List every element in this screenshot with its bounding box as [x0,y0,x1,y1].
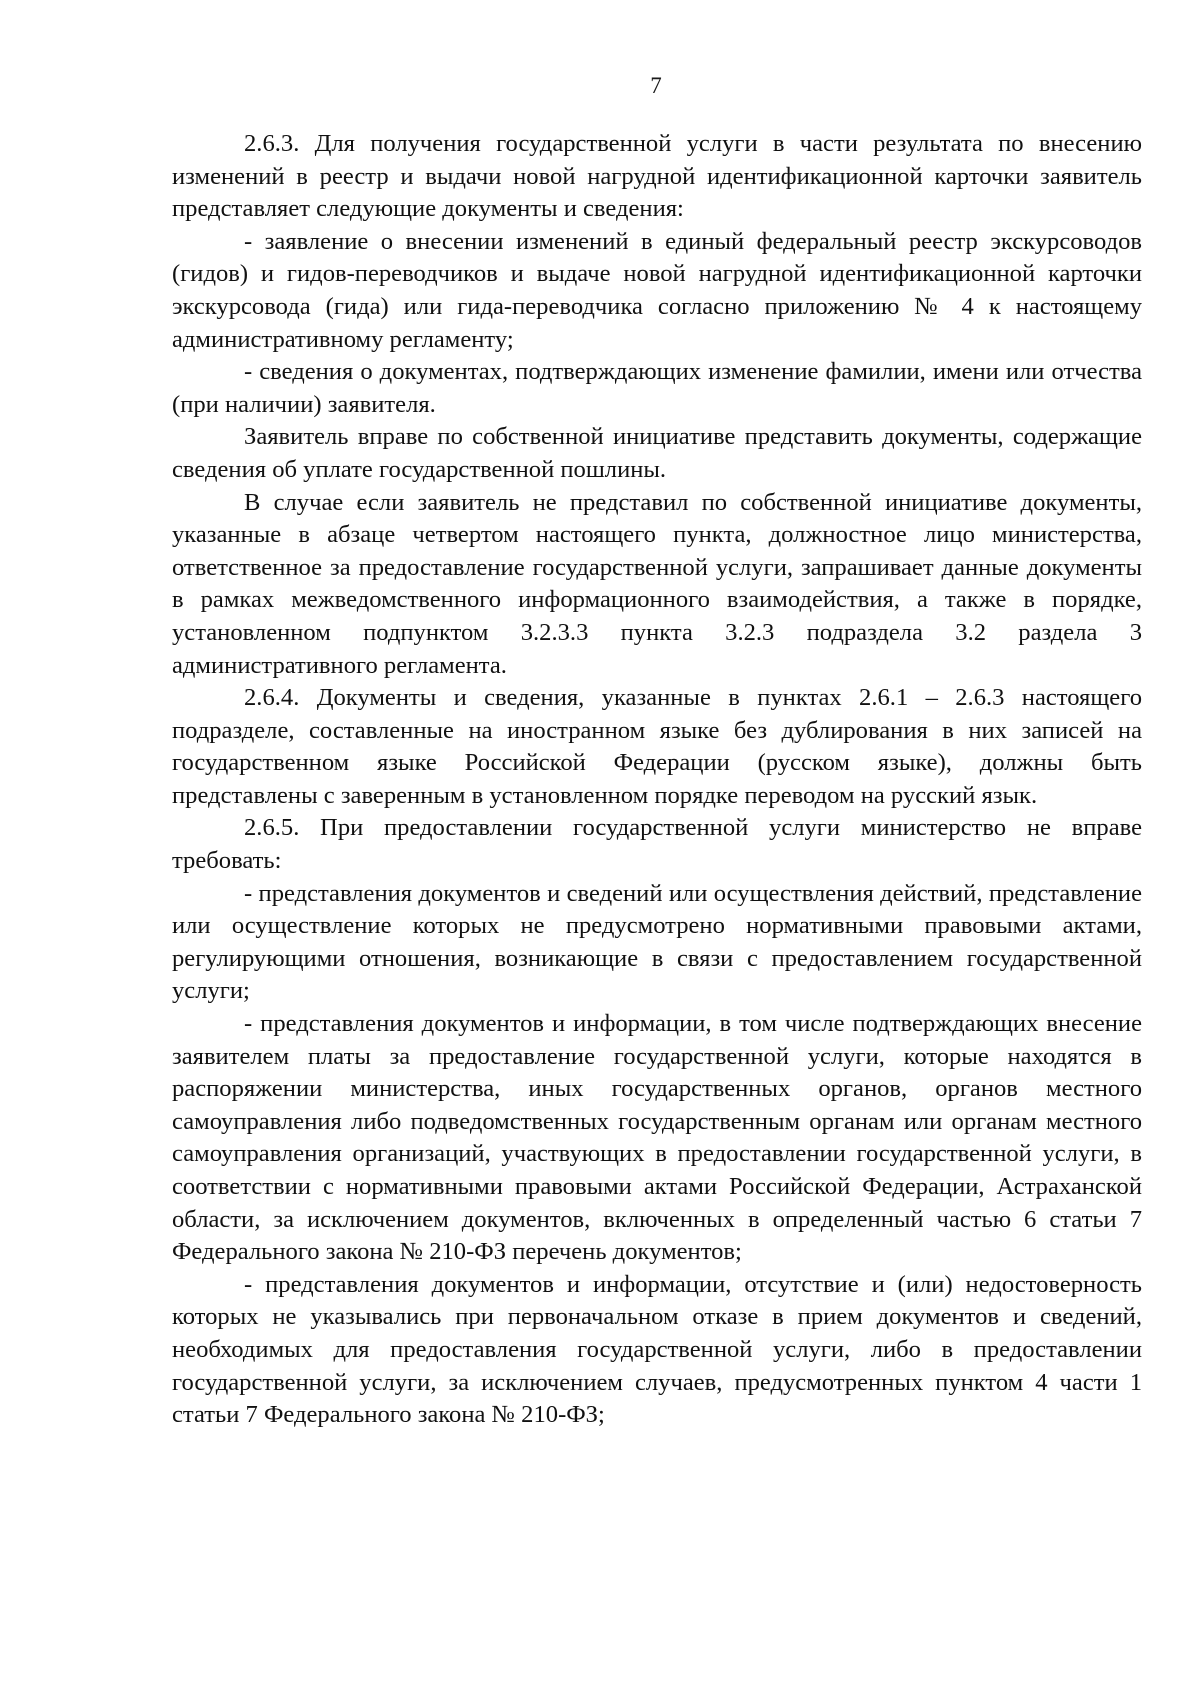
list-item-not-required-actions: - представления документов и сведений или осуществления действий, представление или осуществление которых не предусмотрено нормативными правовыми актами, регулирующими отношения, возникающие в связи с предоставлением государственной услуги; [172,879,1142,1005]
list-item-previously-unmentioned-documents: - представления документов и информации, отсутствие и (или) недостоверность которых не указывались при первоначальном отказе в прием документов и сведений, необходимых для предоставления государственной услуги, либо в предоставлении государственной услуги, за исключением случаев, предусмотренных пунктом 4 части 1 статьи 7 Федерального закона № 210-ФЗ; [172,1270,1142,1429]
paragraph-2-6-4: 2.6.4. Документы и сведения, указанные в пунктах 2.6.1 – 2.6.3 настоящего подразделе, составленные на иностранном языке без дублирования в них записей на государственном языке Российской Федерации (русском языке), должны быть представлены с заверенным в установленном порядке переводом на русский язык. [172,684,1142,809]
paragraph-2-6-5: 2.6.5. При предоставлении государственной услуги министерство не вправе требовать: [172,814,1142,875]
page-number: 7 [650,73,662,98]
paragraph-state-fee: Заявитель вправе по собственной инициативе представить документы, содержащие сведения об уплате государственной пошлины. [172,423,1142,483]
list-item-documents-in-possession: - представления документов и информации, в том числе подтверждающих внесение заявителем платы за предоставление государственной услуги, которые находятся в распоряжении министерства, иных государственных органов, органов местного самоуправления либо подведомственных государственным органам или органам местного самоуправления организаций, участвующих в предоставлении государственной услуги, в соответствии с нормативными правовыми актами Российской Федерации, Астраханской области, за исключением документов, включенных в определенный частью 6 статьи 7 Федерального закона № 210-ФЗ перечень документов; [172,1010,1142,1266]
list-item-name-change-documents: - сведения о документах, подтверждающих изменение фамилии, имени или отчества (при наличии) заявителя. [172,358,1142,418]
paragraph-interagency-request: В случае если заявитель не представил по собственной инициативе документы, указанные в абзаце четвертом настоящего пункта, должностное лицо министерства, ответственное за предоставление государственной услуги, запрашивает данные документы в рамках межведомственного информационного взаимодействия, а также в порядке, установленном подпунктом 3.2.3.3 пункта 3.2.3 подраздела 3.2 раздела 3 административного регламента. [172,488,1142,679]
document-body [172,128,1142,1432]
paragraph-2-6-3: 2.6.3. Для получения государственной услуги в части результата по внесению изменений в реестр и выдачи новой нагрудной идентификационной карточки заявитель представляет следующие документы и сведения: [172,130,1142,223]
list-item-application: - заявление о внесении изменений в единый федеральный реестр экскурсоводов (гидов) и гидов-переводчиков и выдаче новой нагрудной идентификационной карточки экскурсовода (гида) или гида-переводчика согласно приложению № 4 к настоящему административному регламенту; [172,227,1142,353]
